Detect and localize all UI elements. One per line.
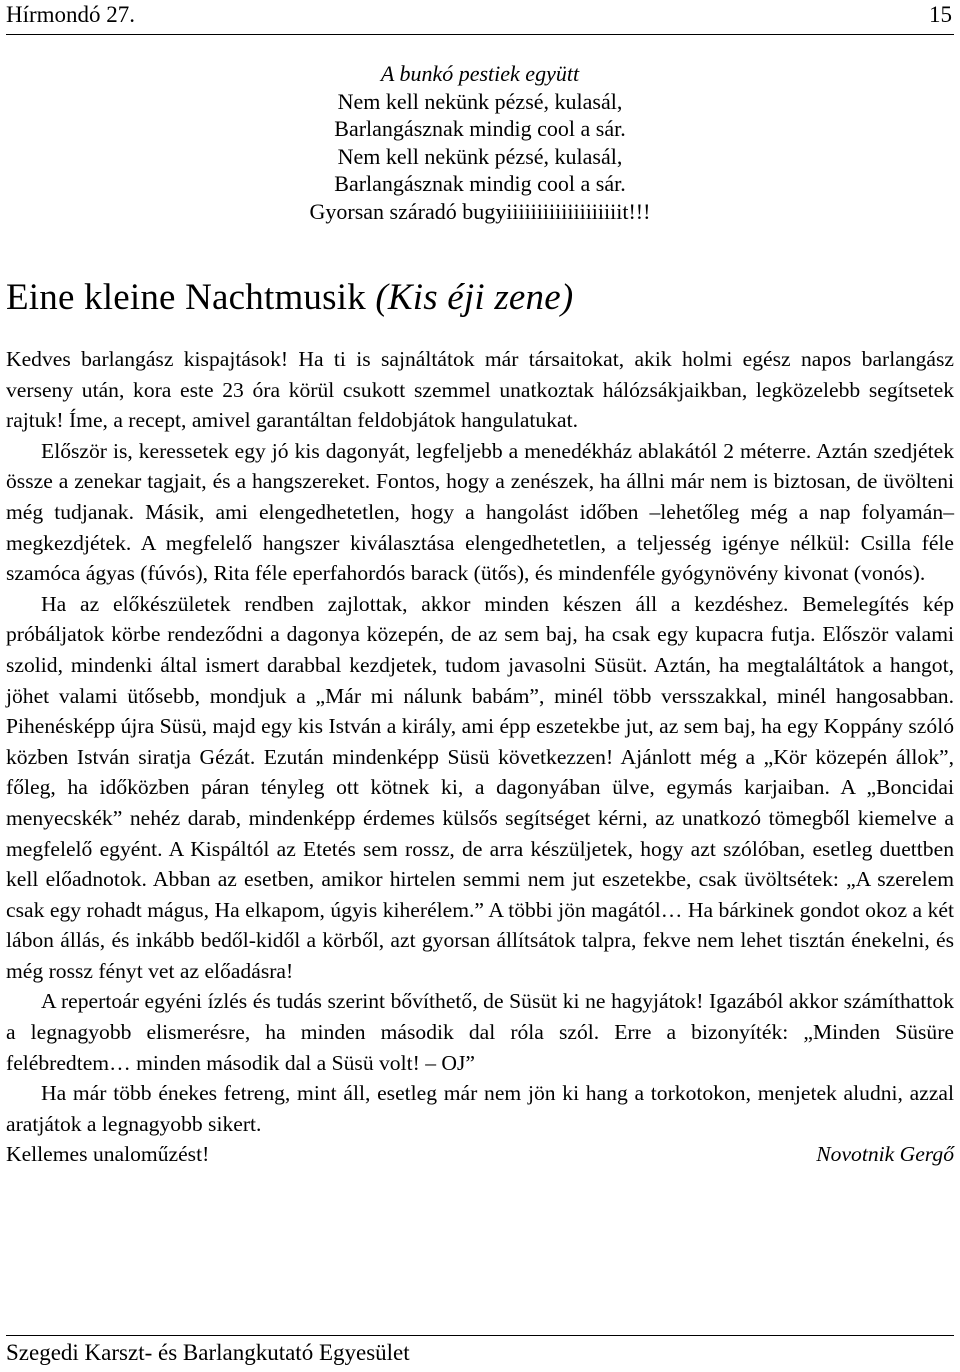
publication-issue: Hírmondó 27. [6, 2, 136, 27]
author-name: Novotnik Gergő [816, 1142, 954, 1167]
signoff [6, 1139, 954, 1170]
title-main: Eine kleine Nachtmusik [6, 277, 366, 318]
header-divider [6, 34, 954, 35]
poem-line: Barlangásznak mindig cool a sár. [334, 171, 626, 196]
poem [6, 60, 954, 225]
article-body [6, 344, 954, 1170]
poem-line: Nem kell nekünk pézsé, kulasál, [337, 88, 623, 114]
closing-line: Kellemes unaloműzést! [6, 1142, 210, 1167]
paragraph: Ha az előkészületek rendben zajlottak, akkor minden készen áll a kezdéshez. Bemelegítés kép próbáljatok körbe rendeződni a dagonya közepén, de az sem baj, ha csak egy kupacra futja. Először valami szolid, mindenki által ismert darabbal kezdjetek, tudom javasolni Süsüt. Aztán, ha megtaláltátok a hangot, jöhet valami ütősebb, mondjuk a „Már mi nálunk babám”, minél több versszakkal, minél hangosabban. Pihenésképp újra Süsü, majd egy kis István a király, ami épp eszetekbe jut, az sem baj, ha egy Koppány szóló közben István siratja Gézát. Ezután mindenképp Süsü következzen! Ajánlott még a „Kör közepén állok”, főleg, ha időközben páran tényleg ott kötnek ki, a dagonyában ülve, egymás karjaiban. A „Boncidai menyecskék” nehéz darab, mindenképp érdemes külsős segítséget kérni, az unatkozó tömegből kiemelve a megfelelő egyént. A Kispáltól az Etetés sem rossz, de arra készüljetek, hogy azt szólóban, esetleg duettben kell előadnotok. Abban az esetben, amikor hirtelen semmi nem jut eszetekbe, csak üvöltsétek: „A szerelem csak egy rohadt mágus, Ha elkapom, úgyis kiherélem.” A többi jön magától… Ha bárkinek gondot okoz a két lábon állás, és inkább bedől-kidől a körből, azt gyorsan állítsátok talpra, fekve nem lehet tisztán énekelni, és még rossz fényt vet az előadásra! [6, 591, 954, 983]
paragraph: Először is, keressetek egy jó kis dagonyát, legfeljebb a menedékház ablakától 2 méterre. Aztán szedjétek össze a zenekar tagjait, és a hangszereket. Fontos, hogy a zenészek, ha állni már nem is biztosan, de üvölteni még tudjanak. Másik, ami elengedhetetlen, hogy a hangolást időben –lehetőleg még a nap folyamán– megkezdjétek. A megfelelő hangszer kiválasztása elengedhetetlen, a teljesség igénye nélkül: Csilla féle szamóca ágyas (fúvós), Rita féle eperfahordós barack (ütős), és mindenféle gyógynövény kivonat (vonós). [6, 438, 954, 586]
paragraph: A repertoár egyéni ízlés és tudás szerint bővíthető, de Süsüt ki ne hagyjátok! Igazából akkor számíthattok a legnagyobb elismerésre, ha minden második dal róla szól. Erre a bizonyíték: „Minden Süsüre felébredtem… minden második dal a Süsü volt! – OJ” [6, 989, 954, 1075]
poem-line: Gyorsan száradó bugyiiiiiiiiiiiiiiiiiiit!!! [309, 198, 651, 224]
page-number: 15 [929, 2, 952, 27]
page-header [6, 2, 954, 32]
poem-line: Barlangásznak mindig cool a sár. [334, 116, 626, 141]
footer-divider [6, 1335, 954, 1336]
poem-line: Nem kell nekünk pézsé, kulasál, [337, 143, 623, 169]
page [6, 0, 954, 1372]
paragraph: Kedves barlangász kispajtások! Ha ti is sajnáltátok már társaitokat, akik holmi egész napos barlangász verseny után, kora este 23 óra körül csukott szemmel unatkoztak hálózsákjaikban, legközelebb segítsetek rajtuk! Íme, a recept, amivel garantáltan feldobjátok hangulatukat. [6, 347, 954, 433]
paragraph: Ha már több énekes fetreng, mint áll, esetleg már nem jön ki hang a torkotokon, menjetek aludni, azzal aratjátok a legnagyobb sikert. [6, 1081, 954, 1136]
title-translation: (Kis éji zene) [375, 277, 574, 318]
page-footer: Szegedi Karszt- és Barlangkutató Egyesület [6, 1340, 410, 1365]
article-title [6, 276, 573, 319]
poem-line: A bunkó pestiek együtt [380, 61, 580, 86]
